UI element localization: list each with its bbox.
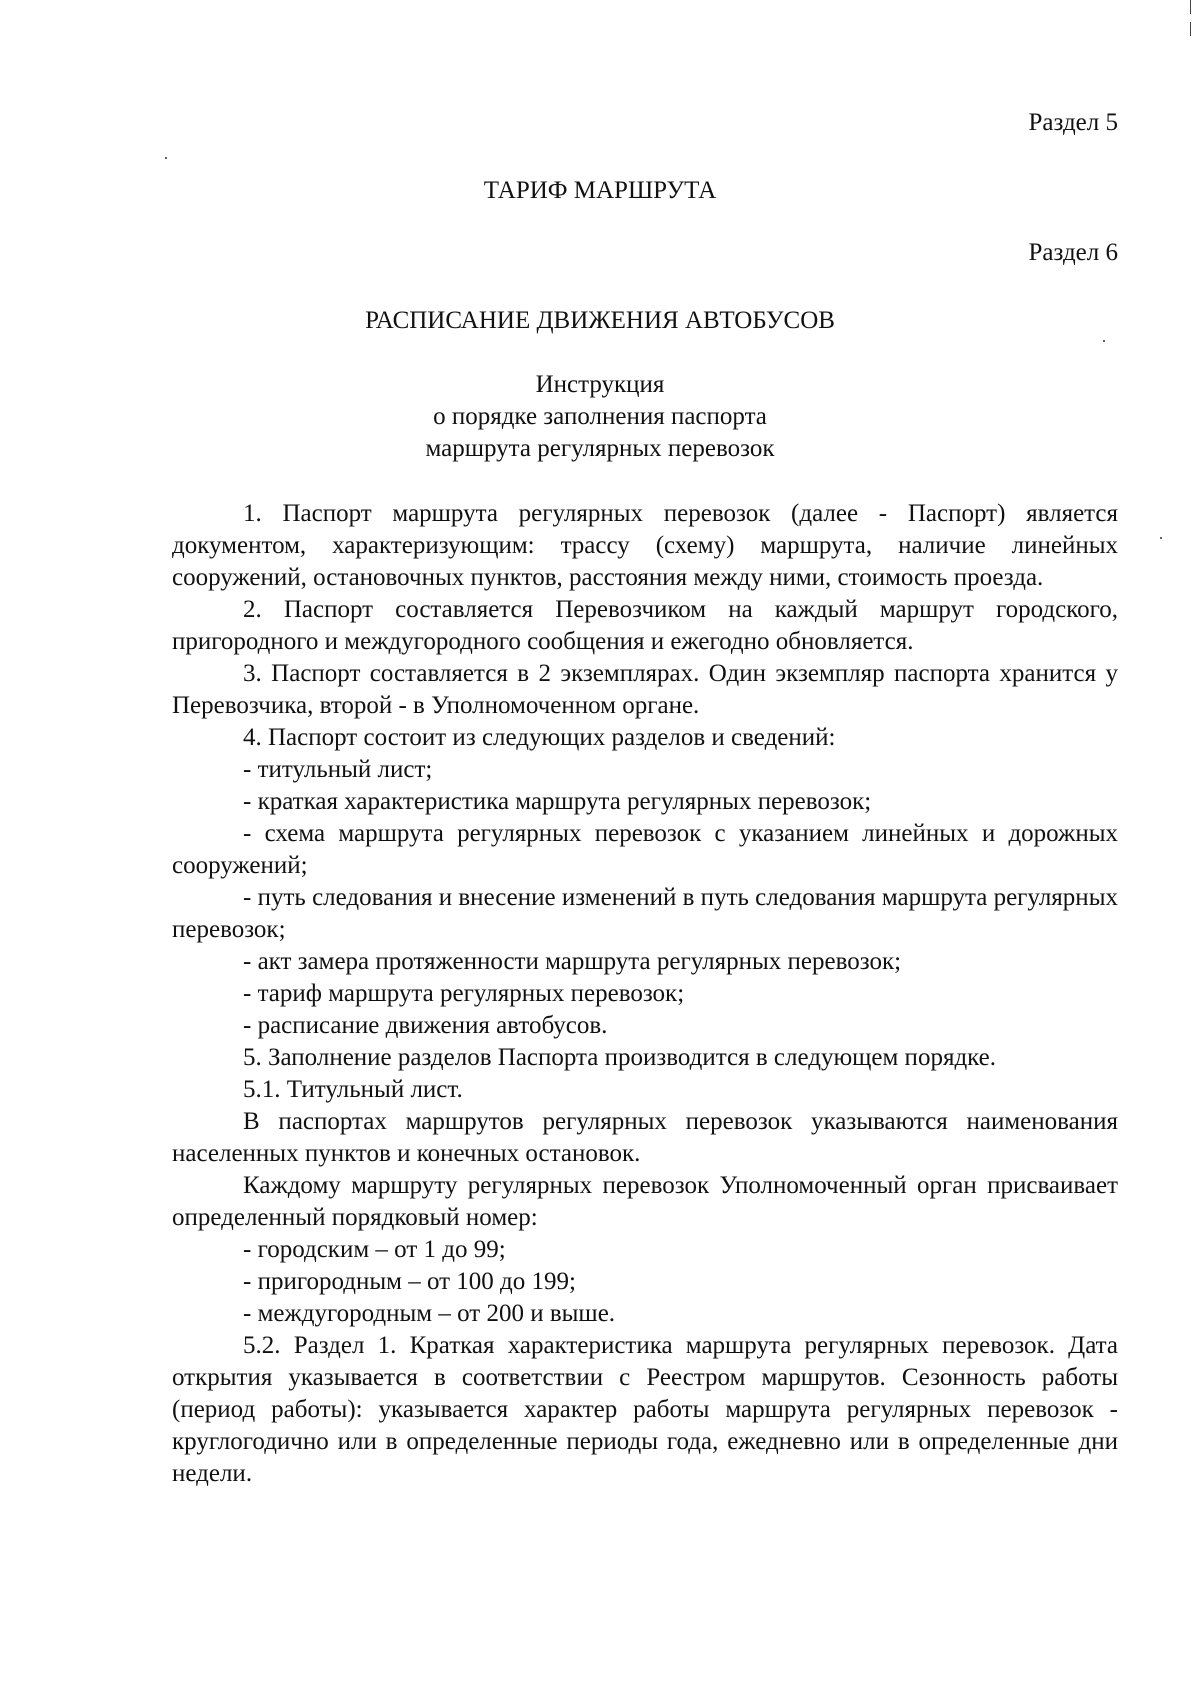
list-item: - пригородным – от 100 до 199;	[243, 1268, 576, 1295]
paragraph: 5. Заполнение разделов Паспорта производится в следующем порядке.	[243, 1044, 997, 1071]
list-item: - акт замера протяженности маршрута регулярных перевозок;	[243, 948, 902, 975]
paragraph: Каждому маршруту регулярных перевозок Уполномоченный орган присваивает определенный порядковый номер:	[172, 1172, 1118, 1231]
list-item: - схема маршрута регулярных перевозок с указанием линейных и дорожных сооружений;	[172, 820, 1118, 879]
list-item: - городским – от 1 до 99;	[243, 1236, 506, 1263]
paragraph: 5.1. Титульный лист.	[243, 1076, 463, 1103]
scan-dot	[165, 157, 167, 159]
scan-dot	[1103, 340, 1105, 342]
paragraph: 2. Паспорт составляется Перевозчиком на каждый маршрут городского, пригородного и междугородного сообщения и ежегодно обновляется.	[172, 596, 1118, 655]
scan-dot	[1160, 537, 1162, 539]
instruction-title-line: о порядке заполнения паспорта	[433, 403, 767, 430]
paragraph: 5.2. Раздел 1. Краткая характеристика маршрута регулярных перевозок. Дата открытия указывается в соответствии с Реестром маршрутов. Сезонность работы (период работы): указывается характер работы маршрута регулярных перевозок - круглогодично или в определенные периоды года, ежедневно или в определенные дни недели.	[172, 1332, 1118, 1487]
title-schedule: РАСПИСАНИЕ ДВИЖЕНИЯ АВТОБУСОВ	[365, 307, 835, 334]
section-6-label: Раздел 6	[1028, 239, 1118, 266]
list-item: - междугородным – от 200 и выше.	[243, 1300, 616, 1327]
list-item: - путь следования и внесение изменений в путь следования маршрута регулярных перевозок;	[172, 884, 1118, 943]
instruction-body	[172, 498, 1118, 1490]
scan-edge-mark	[1190, 22, 1191, 36]
instruction-title-line: Инструкция	[535, 371, 665, 398]
list-item: - краткая характеристика маршрута регулярных перевозок;	[243, 788, 872, 815]
instruction-title-line: маршрута регулярных перевозок	[425, 435, 775, 462]
paragraph: 4. Паспорт состоит из следующих разделов и сведений:	[243, 724, 836, 751]
section-5-label: Раздел 5	[1028, 109, 1118, 136]
paragraph: 1. Паспорт маршрута регулярных перевозок (далее - Паспорт) является документом, характеризующим: трассу (схему) маршрута, наличие линейных сооружений, остановочных пунктов, расстояния между ними, стоимость проезда.	[172, 500, 1118, 591]
list-item: - расписание движения автобусов.	[243, 1012, 608, 1039]
list-item: - тариф маршрута регулярных перевозок;	[243, 980, 685, 1007]
title-tariff: ТАРИФ МАРШРУТА	[483, 177, 717, 204]
paragraph: 3. Паспорт составляется в 2 экземплярах. Один экземпляр паспорта хранится у Перевозчика, второй - в Уполномоченном органе.	[172, 660, 1118, 719]
paragraph: В паспортах маршрутов регулярных перевозок указываются наименования населенных пунктов и конечных остановок.	[172, 1108, 1118, 1167]
list-item: - титульный лист;	[243, 756, 433, 783]
scan-edge-mark	[1190, 0, 1191, 14]
